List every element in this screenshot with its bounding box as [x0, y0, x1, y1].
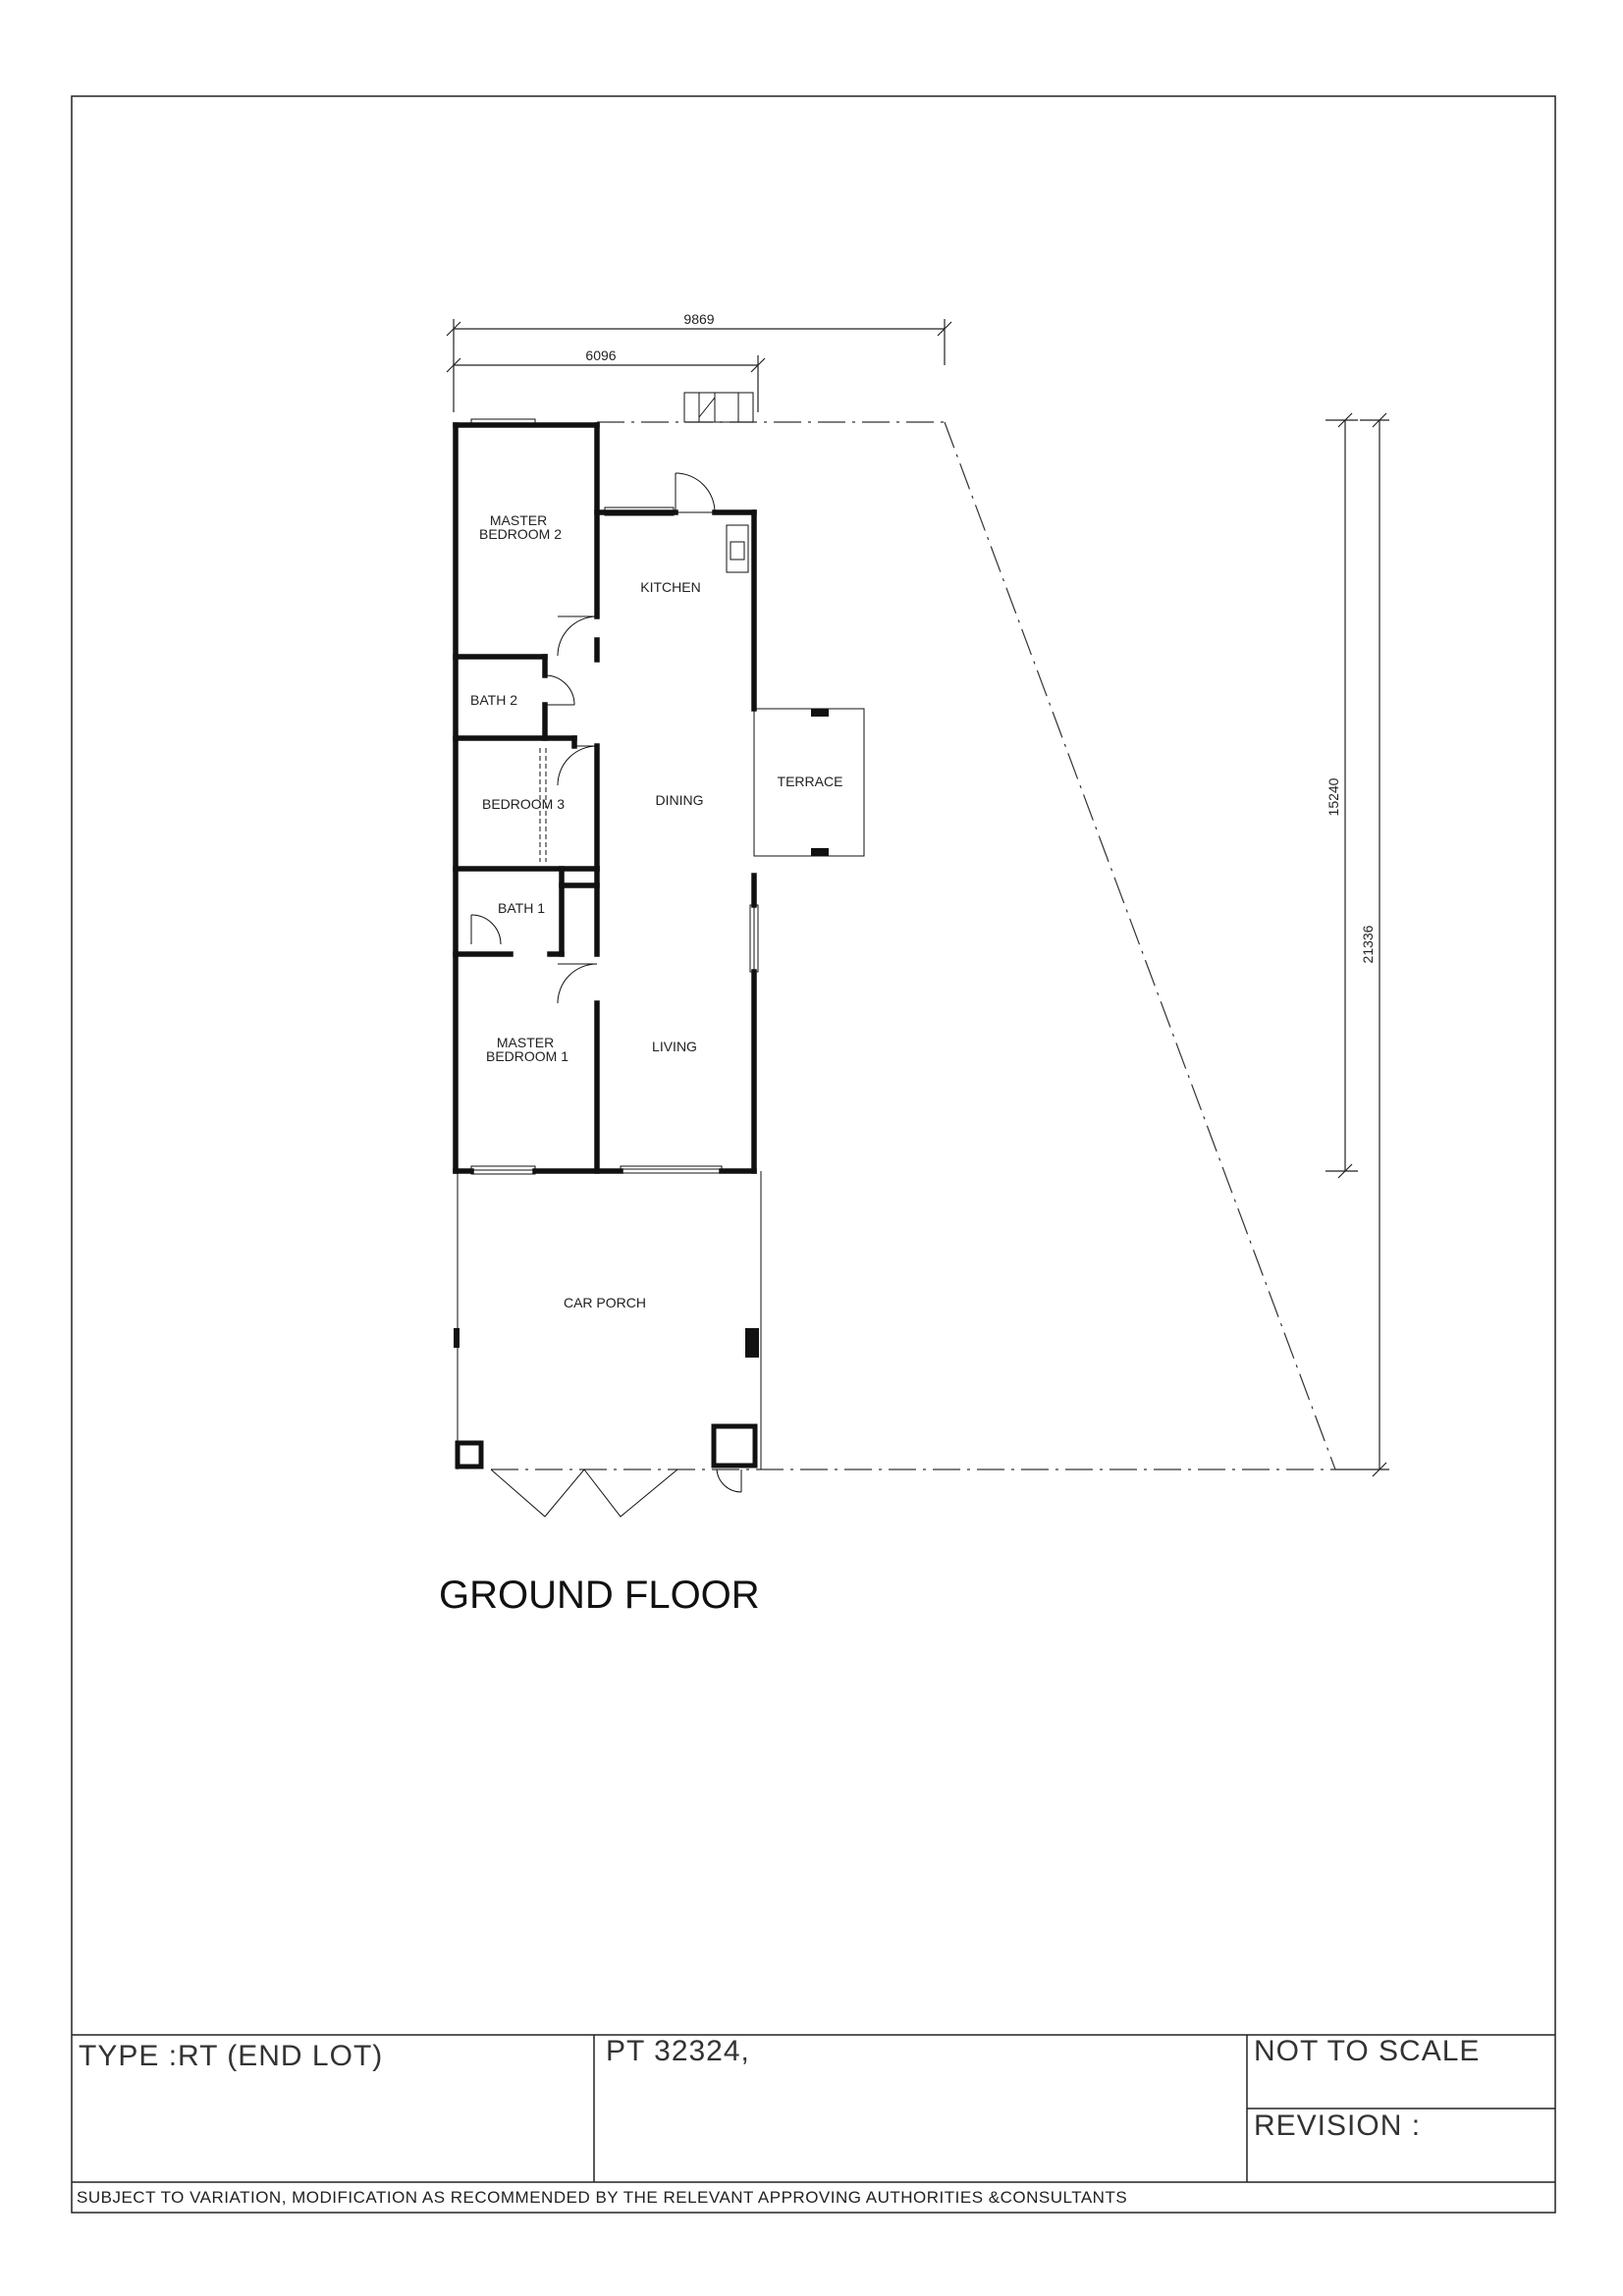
- porch-pillars: [458, 1426, 755, 1467]
- drawing-title: GROUND FLOOR: [439, 1574, 760, 1617]
- title-block-scale: NOT TO SCALE: [1254, 2035, 1481, 2067]
- title-block-note: SUBJECT TO VARIATION, MODIFICATION AS RECOMMENDED BY THE RELEVANT APPROVING AUTHORITIES &CONSULTANTS: [77, 2188, 1128, 2207]
- room-label-master-bedroom-1: MASTER BEDROOM 1: [485, 1035, 569, 1064]
- room-label-master-bedroom-2: MASTER BEDROOM 2: [478, 512, 563, 542]
- dimension-lot-depth: 21336: [1360, 925, 1376, 964]
- title-block-lot: PT 32324,: [606, 2035, 750, 2067]
- door-swings: [458, 473, 864, 1517]
- dimension-house-depth: 15240: [1325, 777, 1341, 817]
- title-block-type: TYPE :RT (END LOT): [79, 2040, 384, 2072]
- room-label-bath-1: BATH 1: [498, 900, 545, 916]
- dimension-house-width: 6096: [585, 347, 617, 363]
- room-label-dining: DINING: [655, 792, 704, 808]
- lot-boundary: [491, 422, 1335, 1469]
- room-label-bedroom-3: BEDROOM 3: [481, 796, 566, 812]
- room-label-living: LIVING: [652, 1039, 697, 1054]
- sheet-border: [72, 96, 1555, 2213]
- dimension-overall-width: 9869: [683, 311, 715, 327]
- room-label-bath-2: BATH 2: [470, 692, 517, 708]
- room-label-car-porch: CAR PORCH: [563, 1295, 647, 1310]
- room-label-kitchen: KITCHEN: [640, 579, 701, 595]
- room-label-terrace: TERRACE: [777, 774, 843, 789]
- title-block-revision: REVISION :: [1254, 2109, 1422, 2142]
